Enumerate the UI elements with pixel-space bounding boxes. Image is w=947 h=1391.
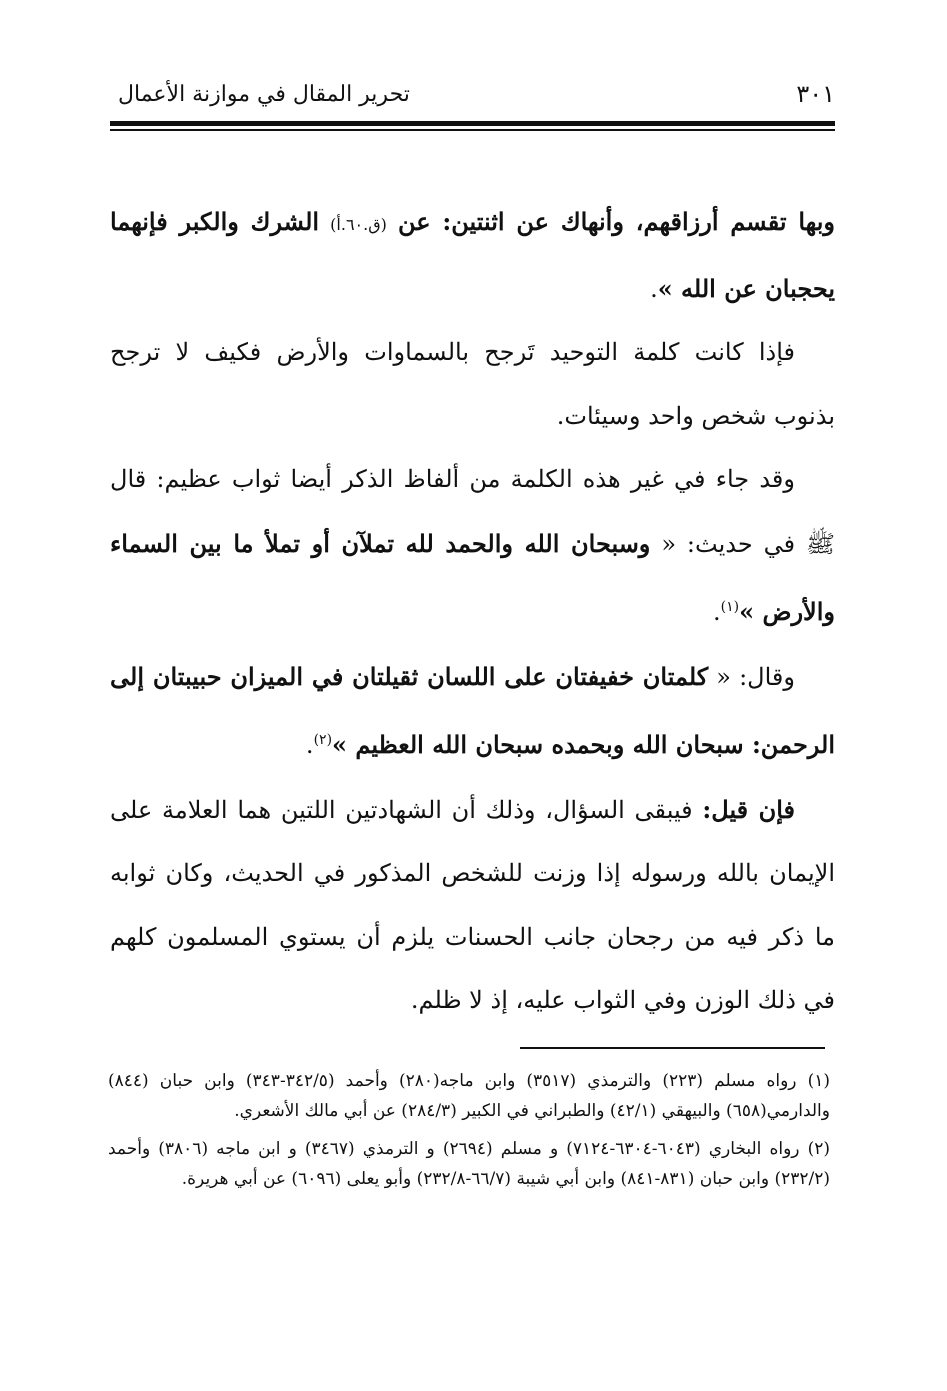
header-rule-thick	[110, 121, 835, 126]
paragraph-3-intro: وقد جاء في غير هذه الكلمة من ألفاظ الذكر أيضا ثواب عظيم: قال	[110, 465, 795, 493]
paragraph-1	[110, 190, 835, 321]
footnotes	[108, 1066, 830, 1202]
hadith-quote-2: كلمتان خفيفتان على اللسان ثقيلتان في الميزان حبيبتان إلى الرحمن: سبحان الله وبحمده سبحان الله العظيم »	[110, 661, 835, 759]
paragraph-3-lead: في حديث: «	[661, 529, 796, 558]
paragraph-4-lead: وقال: «	[716, 662, 795, 691]
objection-lead: فإن قيل:	[702, 794, 796, 824]
footnote-2-marker: (٢)	[807, 1139, 831, 1159]
footnote-2	[108, 1134, 830, 1194]
hadith-text-continued: الشرك والكبر فإنهما يحجبان عن الله »	[110, 207, 835, 303]
punctuation: .	[650, 274, 658, 303]
page-header	[110, 80, 835, 116]
hadith-text: وبها تقسم أرزاقهم، وأنهاك عن اثنتين: عن	[397, 207, 835, 236]
page-number: ٣٠١	[796, 80, 835, 108]
manuscript-folio-ref: (ق.٦٠.أ)	[330, 215, 387, 234]
running-title: تحرير المقال في موازنة الأعمال	[118, 82, 410, 107]
footnote-1-marker: (١)	[807, 1071, 831, 1091]
footnote-marker-1: (١)	[720, 599, 740, 615]
paragraph-5	[110, 778, 835, 1033]
hadith-quote-1: وسبحان الله والحمد لله تملآن أو تملأ ما بين السماء والأرض »	[110, 528, 835, 626]
salutation-glyph: ﷺ	[806, 529, 835, 558]
paragraph-5-text: فيبقى السؤال، وذلك أن الشهادتين اللتين هما العلامة على الإيمان بالله ورسوله إذا وزنت للشخص المذكور في الحديث، وكان ثوابه ما ذكر فيه من رجحان جانب الحسنات يلزم أن يستوي المسلمون كلهم في ذلك الوزن وفي الثواب عليه، إذ لا ظلم.	[110, 795, 835, 1014]
footnote-separator	[520, 1047, 825, 1049]
footnote-marker-2: (٢)	[313, 732, 333, 748]
paragraph-3	[110, 448, 835, 645]
punctuation: .	[712, 598, 721, 626]
paragraph-2: فإذا كانت كلمة التوحيد تَرجح بالسماوات والأرض فكيف لا ترجح بذنوب شخص واحد وسيئات.	[110, 338, 835, 430]
main-text	[110, 190, 835, 1033]
paragraph-4	[110, 645, 835, 778]
footnote-1	[108, 1066, 830, 1126]
punctuation: .	[305, 731, 314, 759]
footnote-1-text: رواه مسلم (٢٢٣) والترمذي (٣٥١٧) وابن ماجه(٢٨٠) وأحمد (٣٤٢/٥-٣٤٣) وابن حبان (٨٤٤) والدارمي(٦٥٨) والبيهقي (٤٢/١) والطبراني في الكبير (٢٨٤/٣) عن أبي مالك الأشعري.	[108, 1071, 830, 1121]
header-rule-thin	[110, 129, 835, 131]
footnote-2-text: رواه البخاري (٦٠٤٣-٦٣٠٤-٧١٢٤) و مسلم (٢٦٩٤) و الترمذي (٣٤٦٧) و ابن ماجه (٣٨٠٦) وأحمد (٢٣٢/٢) وابن حبان (٨٣١-٨٤١) وابن أبي شيبة (٦٦/٧-٢٣٢/٨) وأبو يعلى (٦٠٩٦) عن أبي هريرة.	[108, 1139, 830, 1189]
